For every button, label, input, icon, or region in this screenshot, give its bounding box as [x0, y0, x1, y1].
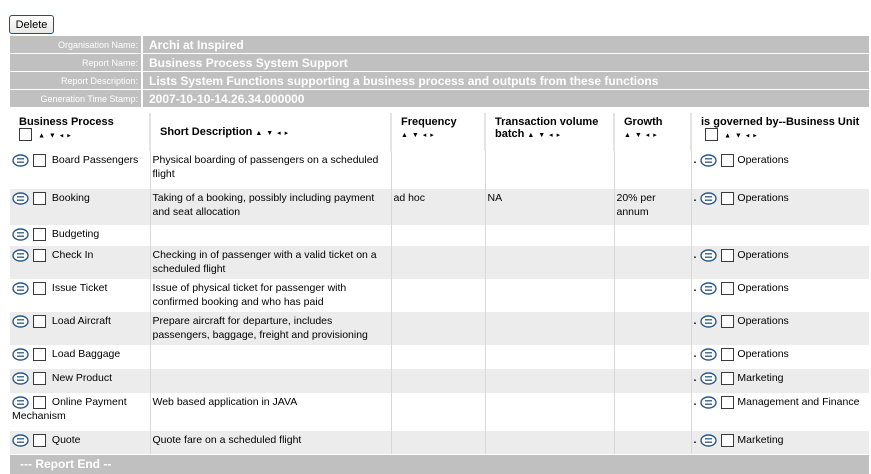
cell-governed-by: [691, 279, 869, 312]
column-header-label: Transaction volume batch: [495, 116, 599, 140]
row-select-checkbox[interactable]: [33, 372, 46, 385]
cell-short-description: [150, 345, 391, 369]
column-header-label: Business Process: [19, 116, 114, 128]
table-row: [10, 345, 869, 369]
column-header-label: Short Description: [160, 126, 253, 138]
column-header-label: is governed by--Business Unit: [701, 116, 860, 128]
cell-frequency: [391, 312, 485, 345]
meta-value: 2007-10-10-14.26.34.000000: [143, 90, 869, 107]
cell-frequency: [391, 246, 485, 279]
list-bullet: .: [693, 282, 697, 294]
cell-short-description: Web based application in JAVA: [150, 393, 391, 431]
list-bullet: .: [693, 249, 697, 261]
cell-transaction-volume: [485, 151, 614, 189]
column-header-label: Growth: [624, 116, 663, 128]
list-bullet: .: [693, 315, 697, 327]
cell-business-process: [10, 431, 150, 454]
sort-controls[interactable]: ▲ ▼ ◂ ▸: [527, 132, 562, 139]
cell-growth: [614, 151, 691, 189]
meta-value: Archi at Inspired: [143, 36, 869, 53]
unit-select-checkbox[interactable]: [721, 154, 734, 167]
business-unit-link[interactable]: Operations: [737, 154, 789, 166]
business-process-name: Check In: [51, 249, 94, 261]
cell-business-process: [10, 312, 150, 345]
row-select-checkbox[interactable]: [33, 315, 46, 328]
column-governed-by: [691, 113, 869, 151]
cell-governed-by: [691, 345, 869, 369]
meta-label: Report Name:: [10, 54, 143, 71]
table-row: [10, 246, 869, 279]
cell-business-process: [10, 279, 150, 312]
business-unit-link[interactable]: Marketing: [737, 372, 784, 384]
cell-business-process: [10, 345, 150, 369]
cell-frequency: [391, 393, 485, 431]
cell-short-description: [150, 225, 391, 246]
cell-growth: [614, 369, 691, 393]
business-process-name: New Product: [51, 372, 113, 384]
cell-transaction-volume: [485, 431, 614, 454]
cell-transaction-volume: NA: [485, 189, 614, 225]
cell-growth: [614, 393, 691, 431]
view-details-icon[interactable]: [12, 228, 29, 241]
column-growth: [614, 113, 691, 151]
cell-frequency: [391, 225, 485, 246]
table-row: [10, 393, 869, 431]
cell-short-description: Checking in of passenger with a valid ticket on a scheduled flight: [150, 246, 391, 279]
cell-transaction-volume: [485, 369, 614, 393]
row-select-checkbox[interactable]: [33, 282, 46, 295]
row-select-checkbox[interactable]: [33, 249, 46, 262]
view-details-icon[interactable]: [12, 282, 29, 295]
business-unit-link[interactable]: Marketing: [737, 434, 784, 446]
sort-controls[interactable]: ▲ ▼ ◂ ▸: [624, 132, 658, 139]
table-row: [10, 189, 869, 225]
business-process-name: Quote: [51, 434, 81, 446]
cell-frequency: [391, 345, 485, 369]
view-details-icon[interactable]: [12, 315, 29, 328]
cell-governed-by: [691, 393, 869, 431]
cell-governed-by: [691, 189, 869, 225]
unit-select-checkbox[interactable]: [721, 348, 734, 361]
meta-row-report-name: [10, 54, 869, 71]
table-row: [10, 279, 869, 312]
list-bullet: .: [693, 372, 697, 384]
cell-transaction-volume: [485, 246, 614, 279]
table-row: [10, 369, 869, 393]
cell-growth: [614, 246, 691, 279]
cell-transaction-volume: [485, 345, 614, 369]
view-unit-icon[interactable]: [700, 372, 717, 385]
business-unit-link[interactable]: Operations: [737, 192, 789, 204]
table-row: [10, 431, 869, 454]
unit-select-checkbox[interactable]: [721, 372, 734, 385]
column-header-label: Frequency: [401, 116, 457, 128]
view-details-icon[interactable]: [12, 434, 29, 447]
view-details-icon[interactable]: [12, 372, 29, 385]
cell-short-description: Physical boarding of passengers on a scheduled flight: [150, 151, 391, 189]
list-bullet: .: [693, 192, 697, 204]
sort-controls[interactable]: ▲ ▼ ◂ ▸: [724, 132, 758, 140]
table-body: [10, 151, 869, 454]
cell-frequency: [391, 151, 485, 189]
business-process-name: Issue Ticket: [51, 282, 108, 294]
view-details-icon[interactable]: [12, 249, 29, 262]
unit-select-checkbox[interactable]: [721, 192, 734, 205]
report-end-footer: --- Report End --: [10, 455, 869, 474]
cell-governed-by: [691, 431, 869, 454]
column-business-process: [10, 113, 150, 151]
cell-short-description: Issue of physical ticket for passenger with confirmed booking and who has paid: [150, 279, 391, 312]
meta-value: Business Process System Support: [143, 54, 869, 71]
view-details-icon[interactable]: [12, 192, 29, 205]
table-row: [10, 225, 869, 246]
delete-button[interactable]: Delete: [9, 15, 54, 34]
business-unit-link[interactable]: Operations: [737, 282, 789, 294]
business-unit-link[interactable]: Operations: [737, 249, 789, 261]
view-details-icon[interactable]: [12, 348, 29, 361]
report-table: [10, 113, 869, 454]
cell-business-process: [10, 189, 150, 225]
select-all-units-checkbox[interactable]: [705, 128, 718, 141]
view-unit-icon[interactable]: [700, 249, 717, 262]
unit-select-checkbox[interactable]: [721, 249, 734, 262]
list-bullet: .: [693, 348, 697, 360]
row-select-checkbox[interactable]: [33, 192, 46, 205]
business-process-name: Load Aircraft: [51, 315, 111, 327]
sort-controls[interactable]: ▲ ▼ ◂ ▸: [38, 132, 72, 140]
view-unit-icon[interactable]: [700, 192, 717, 205]
meta-value: Lists System Functions supporting a business process and outputs from these functions: [143, 72, 869, 89]
row-select-checkbox[interactable]: [33, 228, 46, 241]
business-process-name: Board Passengers: [51, 154, 139, 166]
cell-transaction-volume: [485, 312, 614, 345]
unit-select-checkbox[interactable]: [721, 396, 734, 409]
table-row: [10, 151, 869, 189]
row-select-checkbox[interactable]: [33, 396, 46, 409]
table-header-row: [10, 113, 869, 151]
cell-frequency: [391, 279, 485, 312]
cell-governed-by: [691, 246, 869, 279]
unit-select-checkbox[interactable]: [721, 315, 734, 328]
view-unit-icon[interactable]: [700, 315, 717, 328]
cell-growth: [614, 431, 691, 454]
row-select-checkbox[interactable]: [33, 154, 46, 167]
cell-growth: [614, 345, 691, 369]
cell-growth: [614, 279, 691, 312]
cell-growth: [614, 225, 691, 246]
cell-growth: 20% per annum: [614, 189, 691, 225]
cell-transaction-volume: [485, 279, 614, 312]
row-select-checkbox[interactable]: [33, 434, 46, 447]
meta-label: Organisation Name:: [10, 36, 143, 53]
cell-transaction-volume: [485, 393, 614, 431]
view-details-icon[interactable]: [12, 396, 29, 409]
cell-transaction-volume: [485, 225, 614, 246]
meta-row-description: [10, 72, 869, 89]
table-row: [10, 312, 869, 345]
cell-business-process: [10, 151, 150, 189]
report-metadata: [10, 35, 869, 108]
business-process-name: Budgeting: [51, 228, 100, 240]
view-details-icon[interactable]: [12, 154, 29, 167]
meta-row-timestamp: [10, 90, 869, 107]
column-short-description: [150, 113, 391, 151]
cell-short-description: Taking of a booking, possibly including payment and seat allocation: [150, 189, 391, 225]
select-all-checkbox[interactable]: [19, 128, 32, 141]
list-bullet: .: [693, 434, 697, 446]
cell-business-process: [10, 369, 150, 393]
cell-business-process: [10, 246, 150, 279]
business-unit-link[interactable]: Operations: [737, 315, 789, 327]
view-unit-icon[interactable]: [700, 396, 717, 409]
list-bullet: .: [693, 396, 697, 408]
unit-select-checkbox[interactable]: [721, 434, 734, 447]
view-unit-icon[interactable]: [700, 434, 717, 447]
cell-governed-by: [691, 151, 869, 189]
cell-short-description: [150, 369, 391, 393]
cell-frequency: [391, 369, 485, 393]
cell-short-description: Quote fare on a scheduled flight: [150, 431, 391, 454]
business-process-name: Booking: [51, 192, 90, 204]
cell-governed-by: [691, 369, 869, 393]
meta-label: Generation Time Stamp:: [10, 90, 143, 107]
sort-controls[interactable]: ▲ ▼ ◂ ▸: [255, 130, 290, 137]
cell-frequency: ad hoc: [391, 189, 485, 225]
business-unit-link[interactable]: Management and Finance: [737, 396, 860, 408]
meta-row-organisation: [10, 36, 869, 53]
view-unit-icon[interactable]: [700, 282, 717, 295]
cell-governed-by: [691, 225, 869, 246]
sort-controls[interactable]: ▲ ▼ ◂ ▸: [401, 132, 435, 139]
view-unit-icon[interactable]: [700, 348, 717, 361]
business-unit-link[interactable]: Operations: [737, 348, 789, 360]
cell-business-process: [10, 225, 150, 246]
meta-label: Report Description:: [10, 72, 143, 89]
cell-short-description: Prepare aircraft for departure, includes passengers, baggage, freight and provisioning: [150, 312, 391, 345]
column-transaction-volume: [485, 113, 614, 151]
cell-governed-by: [691, 312, 869, 345]
view-unit-icon[interactable]: [700, 154, 717, 167]
cell-frequency: [391, 431, 485, 454]
unit-select-checkbox[interactable]: [721, 282, 734, 295]
business-process-name: Load Baggage: [51, 348, 121, 360]
cell-growth: [614, 312, 691, 345]
row-select-checkbox[interactable]: [33, 348, 46, 361]
cell-business-process: [10, 393, 150, 431]
business-process-name: Online Payment Mechanism: [12, 396, 127, 422]
list-bullet: .: [693, 154, 697, 166]
column-frequency: [391, 113, 485, 151]
